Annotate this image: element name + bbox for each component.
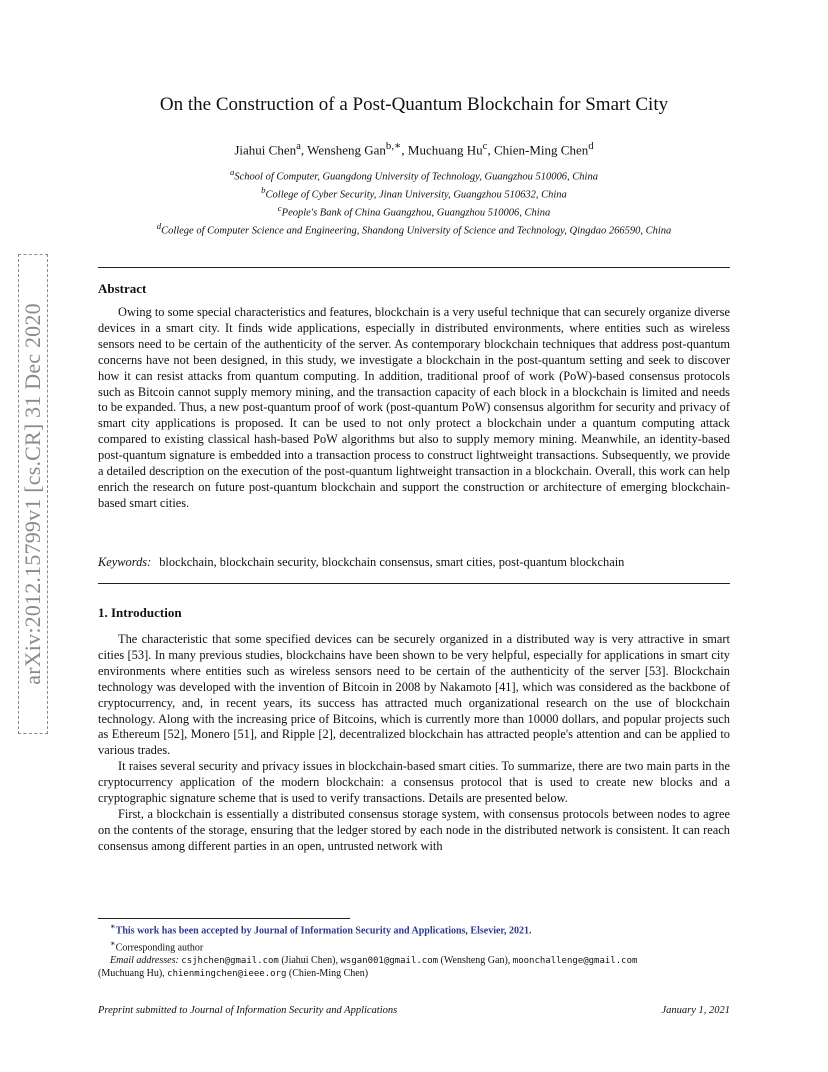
affiliations: [60, 166, 768, 238]
abstract-paragraph: Owing to some special characteristics and features, blockchain is a very useful technique that can securely organize diverse devices in a smart city. It finds wide applications, especially in distributed environments, where entities such as wireless sensors need to be certain of the authenticity of the server. As contemporary blockchain techniques that address post-quantum concerns have not been designed, in this study, we investigate a blockchain in the post-quantum setting and seek to discover how it can resist attacks from quantum computing. In addition, traditional proof of work (PoW)-based consensus protocols such as Bitcoin cannot supply memory mining, and the transaction capacity of each block in a blockchain is limited and needs to be expanded. Thus, a new post-quantum proof of work (post-quantum PoW) consensus algorithm for security and privacy of smart city applications is proposed. It can be used to not only protect a blockchain under a quantum computing attack compared to existing classical hash-based PoW algorithms but also to supply memory mining. Meanwhile, an identity-based post-quantum signature is embedded into a transaction process to construct lightweight transactions. Subsequently, we provide a detailed description on the execution of the post-quantum lightweight transaction in a blockchain. Overall, this work can help enrich the research on future post-quantum blockchain and support the construction or architecture of emerging blockchain-based smart cities.: [98, 305, 730, 510]
author-list: Jiahui Chen$^a$, Wensheng Gan$^{b,∗}$, Muchuang Hu$^c$, Chien-Ming Chen$^d$: [234, 140, 594, 158]
email-link[interactable]: csjhchen@gmail.com: [181, 956, 279, 967]
affiliation: $^d$College of Computer Science and Engineering, Shandong University of Science and Technology, Qingdao 266590, China: [156, 221, 672, 237]
email-link[interactable]: wsgan001@gmail.com: [340, 956, 439, 967]
abstract-heading: Abstract: [98, 281, 147, 296]
affiliation: $^c$People's Bank of China Guangzhou, Guangzhou 510006, China: [277, 203, 551, 219]
footnote-emails: Email addresses: csjhchen@gmail.com (Jiahui Chen), wsgan001@gmail.com (Wensheng Gan), moonchallenge@gmail.com: [110, 955, 638, 967]
author-name: Chien-Ming Chen: [493, 142, 589, 158]
author-name: Muchuang Hu: [407, 142, 483, 158]
author-sup: b,∗: [385, 140, 402, 152]
affiliation: $^b$College of Cyber Security, Jinan University, Guangzhou 510632, China: [261, 185, 567, 201]
abstract-top-rule: [98, 267, 730, 268]
affiliation: $^a$School of Computer, Guangdong University of Technology, Guangzhou 510006, China: [230, 167, 598, 183]
intro-body: [98, 632, 730, 855]
intro-paragraph: The characteristic that some specified devices can be securely organized in a distributed way is very attractive in smart cities [53]. In many previous studies, blockchains have been shown to be very helpful, especially for applications in smart city environments where entities such as wireless sensors need to be certain of the authenticity of the server [53]. Blockchain technology was developed with the invention of Bitcoin in 2008 by Nakamoto [41], which was considered as the backbone of cryptocurrency, and, in recent years, its success has attracted much organizational research on the use of blockchain technology. Along with the increasing price of Bitcoins, which is currently more than 10000 dollars, and popular projects such as Ethereum [52], Monero [51], and Ripple [2], decentralized blockchain has attracted people's attention and can be applied to various trades.: [98, 632, 730, 758]
footnotes: [98, 921, 730, 981]
arxiv-stamp-text: arXiv:2012.15799v1 [cs.CR] 31 Dec 2020: [20, 303, 45, 685]
abstract-bottom-rule: [98, 583, 730, 584]
author-sup: a: [296, 140, 301, 152]
email-link[interactable]: chienmingchen@ieee.org: [167, 969, 287, 980]
intro-heading: 1. Introduction: [98, 605, 182, 620]
footnote-emails-cont: (Muchuang Hu), chienmingchen@ieee.org (Chien-Ming Chen): [98, 968, 369, 980]
intro-paragraph: First, a blockchain is essentially a distributed consensus storage system, with consensus protocols between nodes to agree on the contents of the storage, ensuring that the ledger stored by each node in the distributed network is consistent. It can reach consensus among different parties in an open, untrusted network with: [98, 806, 730, 853]
author-name: Jiahui Chen: [234, 142, 297, 158]
footnote-accepted: ∗This work has been accepted by Journal of Information Security and Applications, Elsevier, 2021.: [110, 922, 532, 937]
paper-title: On the Construction of a Post-Quantum Blockchain for Smart City: [159, 94, 669, 115]
arxiv-stamp: [18, 254, 48, 734]
intro-paragraph: It raises several security and privacy issues in blockchain-based smart cities. To summarize, there are two main parts in the cryptocurrency application of the modern blockchain: a consensus protocol that is used to create new blocks and a cryptographic signature scheme that is used to verify transactions. Details are presented below.: [98, 759, 730, 806]
preprint-footer: [98, 1005, 730, 1016]
keywords: [98, 555, 730, 570]
preprint-note: Preprint submitted to Journal of Information Security and Applications: [98, 1005, 398, 1016]
author-name: Wensheng Gan: [307, 142, 386, 158]
keywords-label: Keywords:: [98, 555, 152, 569]
email-label: Email addresses:: [110, 955, 179, 967]
email-link[interactable]: moonchallenge@gmail.com: [512, 956, 638, 967]
abstract-body: [98, 305, 730, 512]
author-sup: c: [482, 140, 488, 152]
footnote-corresponding: ∗Corresponding author: [110, 939, 204, 954]
author-sup: d: [588, 140, 594, 152]
keywords-text: blockchain, blockchain security, blockchain consensus, smart cities, post-quantum blockchain: [159, 555, 625, 569]
preprint-date: January 1, 2021: [661, 1005, 730, 1016]
footnote-rule: [98, 918, 350, 919]
